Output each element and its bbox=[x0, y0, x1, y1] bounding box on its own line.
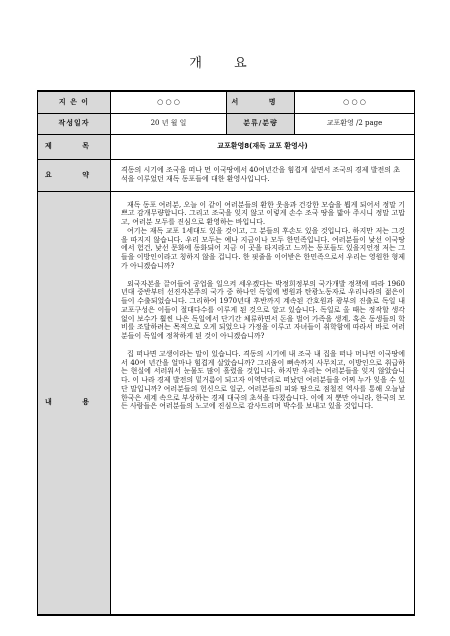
category-value: 교포환영 /2 page bbox=[295, 113, 415, 134]
content-paragraph-4: 집 떠나면 고생이라는 말이 있습니다. 격동의 시기에 내 조국 내 집을 떠나 머나먼 이국땅에서 40여 년간을 얼마나 힘겹게 살았습니까? 그리움이 뼈속까지 사무치고, 이방인으로 취급하는 현실에 서러워서 눈물도 많이 흘렸을 것입니다. 하지만 우리는 여러분들을 잊지 않았습니다. 이 나라 경제 발전의 밑거름이 되고자 이역만리로 떠났던 여러분들을 어찌 누가 잊을 수 있단 말입니까? 여러분들의 헌신으로 일군, 여러분들의 피와 땀으로 점철진 역사를 통해 오늘날 한국은 세계 속으로 부상하는 경제 대국의 초석을 다졌습니다. 이에 저 뿐만 아니라, 한국의 모든 사람들은 여러분들의 노고에 진심으로 감사드리며 박수를 보내고 있을 것입니다. bbox=[121, 349, 405, 411]
date-row bbox=[38, 113, 415, 134]
subject-row bbox=[38, 134, 415, 159]
signature-label: 서 명 bbox=[227, 91, 295, 113]
content-paragraph-2: 여기는 재독 교포 1세대도 있을 것이고, 그 분들의 후손도 있을 것입니다. 하지만 저는 그것을 따지지 않습니다. 우리 모두는 예나 지금이나 모두 한민족입니다. 여러분들이 낯선 이국땅에서 험건, 낯선 문화에 동화되어 지금 이 곳을 타지라고 느끼는 동포들도 있을지언정 저는 그들을 이방인이라고 칭하지 않을 겁니다. 한 핏줄을 이어받은 한민족으로서 우리는 영원한 형제가 아니겠습니까? bbox=[121, 226, 405, 270]
content-paragraph-3: 외국자본을 끌어들여 공업을 일으켜 세우겠다는 박정희정부의 국가개발 정책에 따라 1960년대 중반부터 선진자본주의 국가 중 하나인 독일에 병원과 탄광노동자로 우리나라의 젊은이들이 수출되었습니다. 그리하여 1970년대 후반까지 계속된 간호원과 광부의 진출로 독일 내 교포구성은 이들이 절대다수를 이루게 된 것으로 알고 있습니다. 독일로 올 때는 정작할 생각 없이 보수가 훨씬 나은 독일에서 단기간 체류하면서 돈을 벌어 가족을 생계, 혹은 동생들의 학비를 조달하려는 목적으로 오게 되었으나 가정을 이루고 자녀들이 취학함에 따라서 바로 여러분들이 독일에 정착하게 된 것이 아니겠습니까? bbox=[121, 279, 405, 340]
summary-form-table bbox=[37, 90, 415, 616]
summary-text: 격동의 시기에 조국을 떠나 먼 이국땅에서 40여년간을 힘겹게 살면서 조국의 경제 발전의 초석을 이루었던 재독 동포들에 대한 환영사입니다. bbox=[111, 159, 415, 191]
document-title: 개 요 bbox=[189, 56, 261, 71]
subject-label: 제 목 bbox=[38, 134, 111, 159]
author-row bbox=[38, 91, 415, 113]
category-label: 분류/분량 bbox=[227, 113, 295, 134]
content-body bbox=[111, 191, 415, 615]
content-paragraph-1: 재독 동포 여러분, 오늘 이 같이 여러분들의 환한 웃음과 건강한 모습을 뵙게 되어서 정말 기쁘고 감개무량합니다. 그리고 조국을 잊지 않고 이렇게 손수 조국 땅을 밟아 주시니 정말 고맙고, 여러분 모두를 진심으로 환영하는 바입니다. bbox=[121, 200, 405, 226]
author-value: ○ ○ ○ bbox=[111, 91, 227, 113]
subject-value: 교포환영8(재독 교포 환영사) bbox=[111, 134, 415, 159]
summary-row bbox=[38, 159, 415, 191]
signature-value: ○ ○ ○ bbox=[295, 91, 415, 113]
content-label: 내 용 bbox=[38, 191, 111, 615]
summary-label: 요 약 bbox=[38, 159, 111, 191]
date-label: 작성일자 bbox=[38, 113, 111, 134]
content-row bbox=[38, 191, 415, 615]
author-label: 지 은 이 bbox=[38, 91, 111, 113]
date-value: 20 년 월 일 bbox=[111, 113, 227, 134]
